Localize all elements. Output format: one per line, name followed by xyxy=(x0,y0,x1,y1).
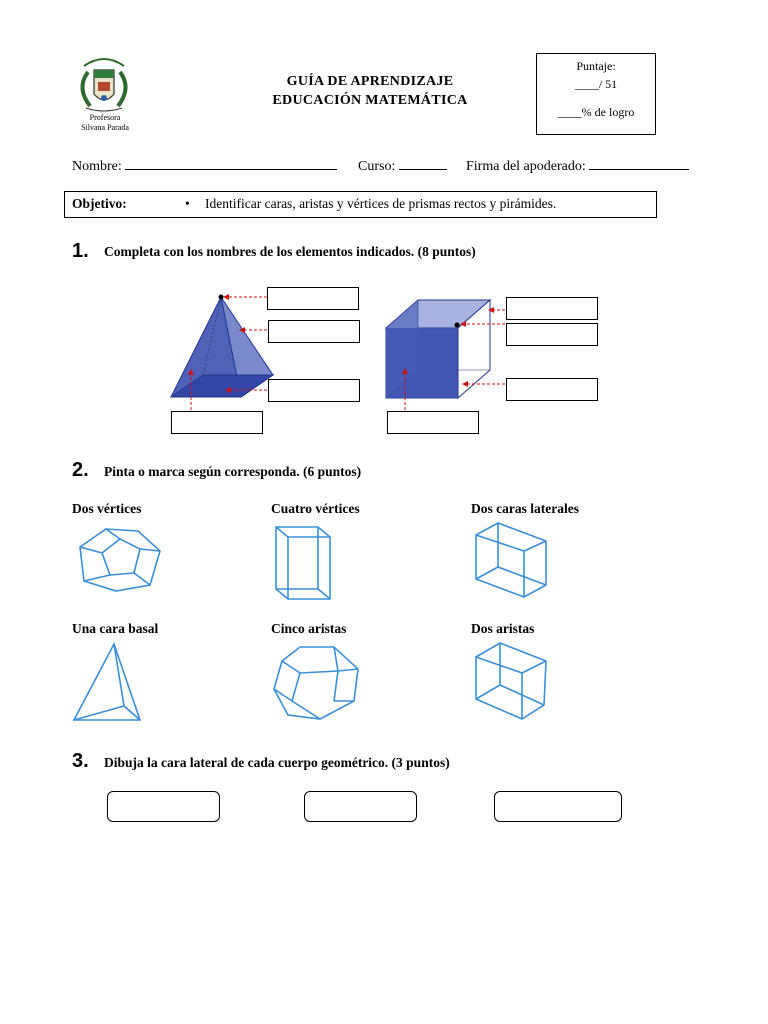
score-value: ____/ 51 xyxy=(574,77,618,91)
course-label: Curso: xyxy=(358,159,396,174)
cube-face-answer[interactable] xyxy=(506,378,598,401)
drawing-box-2[interactable] xyxy=(304,791,417,822)
question-1-text: Completa con los nombres de los elementos indicados. (8 puntos) xyxy=(104,244,476,259)
name-line[interactable] xyxy=(125,155,337,170)
signature-label: Firma del apoderado: xyxy=(466,159,586,174)
cube-base-answer[interactable] xyxy=(387,411,479,434)
teacher-label: Profesora xyxy=(89,113,121,122)
objective-label: Objetivo: xyxy=(72,196,127,211)
question-1 xyxy=(72,240,672,263)
title-line-2: EDUCACIÓN MATEMÁTICA xyxy=(272,93,468,108)
pentagonal-prism-icon[interactable] xyxy=(76,525,166,595)
teacher-name: Silvana Parada xyxy=(81,123,129,132)
page-title xyxy=(250,72,490,110)
school-logo xyxy=(74,52,134,114)
question-2-text: Pinta o marca según corresponda. (6 puntos) xyxy=(104,464,362,479)
pyramid-edge-answer[interactable] xyxy=(268,320,360,343)
shape-label-1: Dos vértices xyxy=(72,501,142,516)
rectangular-prism-icon[interactable] xyxy=(270,521,340,603)
achievement-label: ____% de logro xyxy=(557,105,635,119)
course-field[interactable] xyxy=(358,155,447,175)
question-1-number: 1. xyxy=(72,240,89,262)
triangular-pyramid-icon[interactable] xyxy=(70,640,146,724)
shape-label-5: Cinco aristas xyxy=(271,621,347,636)
pyramid-face-answer[interactable] xyxy=(171,411,263,434)
signature-line[interactable] xyxy=(589,155,689,170)
objective-box xyxy=(64,191,657,218)
pyramid-vertex-answer[interactable] xyxy=(267,287,359,310)
drawing-box-1[interactable] xyxy=(107,791,220,822)
score-box xyxy=(536,53,656,135)
name-label: Nombre: xyxy=(72,159,122,174)
course-line[interactable] xyxy=(399,155,447,170)
question-2 xyxy=(72,459,672,482)
cube-edge-answer[interactable] xyxy=(506,297,598,320)
shape-label-4: Una cara basal xyxy=(72,621,159,636)
pyramid-base-answer[interactable] xyxy=(268,379,360,402)
objective-bullet: • xyxy=(185,196,190,211)
name-field[interactable] xyxy=(72,155,337,175)
question-3-number: 3. xyxy=(72,750,89,772)
school-crest-icon xyxy=(74,52,134,114)
score-label: Puntaje: xyxy=(576,59,616,73)
shape-label-6: Dos aristas xyxy=(471,621,535,636)
objective-text: Identificar caras, aristas y vértices de prismas rectos y pirámides. xyxy=(205,196,557,211)
shape-label-3: Dos caras laterales xyxy=(471,501,579,516)
cube-icon[interactable] xyxy=(470,519,550,601)
question-3-text: Dibuja la cara lateral de cada cuerpo geométrico. (3 puntos) xyxy=(104,755,450,770)
teacher-caption xyxy=(60,113,150,133)
question-3 xyxy=(72,750,672,773)
cube-icon[interactable] xyxy=(472,639,552,721)
drawing-box-3[interactable] xyxy=(494,791,622,822)
signature-field[interactable] xyxy=(466,155,689,175)
shape-label-2: Cuatro vértices xyxy=(271,501,360,516)
cube-vertex-answer[interactable] xyxy=(506,323,598,346)
question-2-number: 2. xyxy=(72,459,89,481)
title-line-1: GUÍA DE APRENDIZAJE xyxy=(286,74,454,89)
hexagonal-prism-icon[interactable] xyxy=(270,643,366,723)
